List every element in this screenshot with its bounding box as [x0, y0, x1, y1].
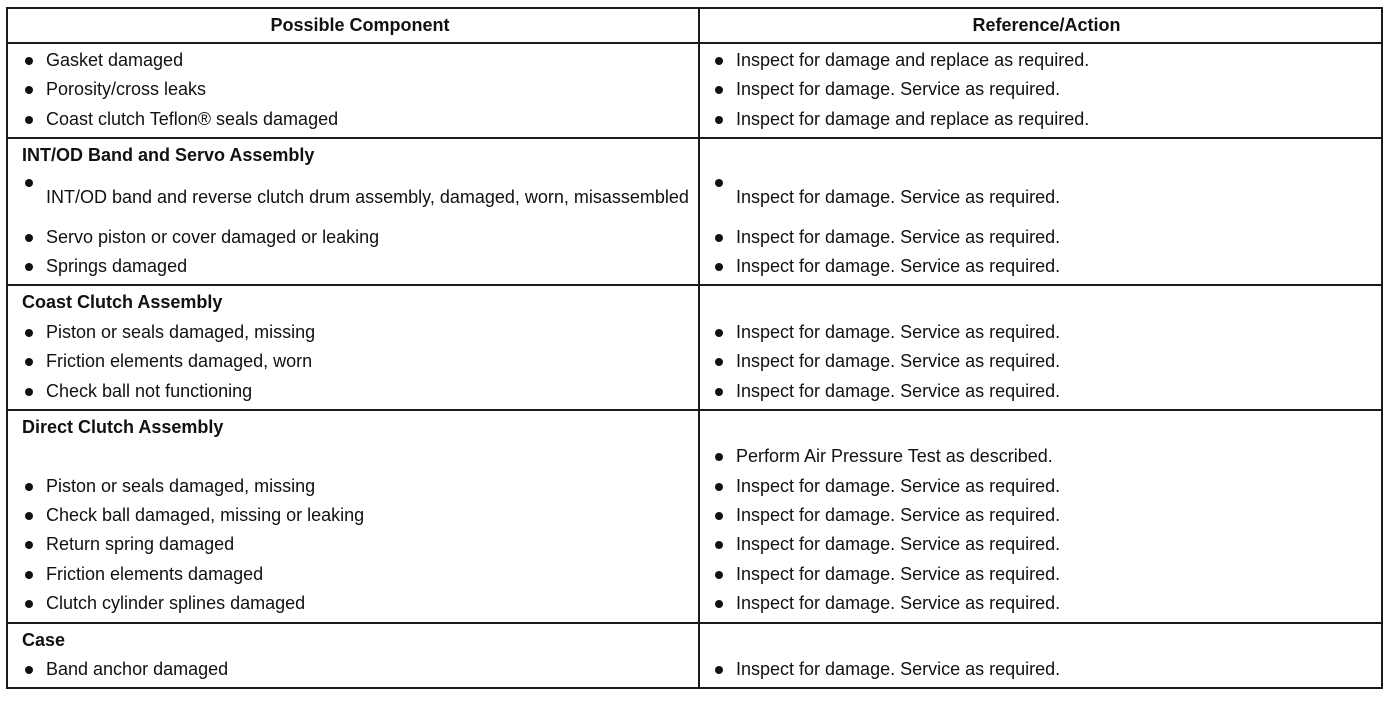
action-item: Inspect for damage. Service as required.	[712, 501, 1381, 530]
action-item: Inspect for damage. Service as required.	[712, 472, 1381, 501]
action-item: Inspect for damage. Service as required.	[712, 377, 1381, 406]
action-item: Inspect for damage. Service as required.	[712, 530, 1381, 559]
spacer	[712, 413, 1381, 442]
component-item: Springs damaged	[22, 252, 698, 281]
component-item: Friction elements damaged, worn	[22, 347, 698, 376]
spacer	[712, 141, 1381, 170]
action-column	[700, 44, 1381, 137]
table-section	[8, 411, 1381, 624]
action-item: Inspect for damage and replace as required.	[712, 46, 1381, 75]
diagnosis-table	[6, 7, 1383, 689]
component-item: Servo piston or cover damaged or leaking	[22, 223, 698, 252]
action-column	[700, 411, 1381, 622]
component-item: Piston or seals damaged, missing	[22, 318, 698, 347]
action-item-text: Inspect for damage. Service as required.	[736, 186, 1061, 207]
section-title: INT/OD Band and Servo Assembly	[22, 145, 315, 166]
component-item: Gasket damaged	[22, 46, 698, 75]
header-possible-component: Possible Component	[8, 9, 700, 42]
component-item: Piston or seals damaged, missing	[22, 472, 698, 501]
section-title: Coast Clutch Assembly	[22, 292, 223, 313]
action-item: Inspect for damage. Service as required.	[712, 560, 1381, 589]
action-item: Inspect for damage. Service as required.	[712, 347, 1381, 376]
component-item: Coast clutch Teflon® seals damaged	[22, 105, 698, 134]
component-item-text: INT/OD band and reverse clutch drum assembly, damaged, worn, misassembled	[46, 186, 689, 207]
component-item: Band anchor damaged	[22, 655, 698, 684]
action-item: Perform Air Pressure Test as described.	[712, 442, 1381, 471]
action-item: Inspect for damage. Service as required.	[712, 318, 1381, 347]
component-item: Check ball not functioning	[22, 377, 698, 406]
action-item: Inspect for damage. Service as required.	[712, 75, 1381, 104]
table-section	[8, 286, 1381, 411]
component-item: Clutch cylinder splines damaged	[22, 589, 698, 618]
component-column	[8, 286, 700, 409]
section-title: Case	[22, 629, 66, 650]
component-item: Friction elements damaged	[22, 560, 698, 589]
component-item: Return spring damaged	[22, 530, 698, 559]
table-section	[8, 624, 1381, 688]
action-item: Inspect for damage. Service as required.	[712, 655, 1381, 684]
action-item: Inspect for damage and replace as required.	[712, 105, 1381, 134]
action-column	[700, 286, 1381, 409]
spacer	[712, 626, 1381, 655]
action-item: Inspect for damage. Service as required.	[712, 252, 1381, 281]
component-item: Check ball damaged, missing or leaking	[22, 501, 698, 530]
action-column	[700, 624, 1381, 688]
component-item: Porosity/cross leaks	[22, 75, 698, 104]
action-column	[700, 139, 1381, 284]
component-column	[8, 411, 700, 622]
component-item	[22, 171, 698, 223]
action-item: Inspect for damage. Service as required.	[712, 223, 1381, 252]
section-title: Direct Clutch Assembly	[22, 416, 224, 437]
action-item	[712, 171, 1381, 223]
component-column	[8, 624, 700, 688]
header-reference-action: Reference/Action	[972, 15, 1121, 35]
table-section	[8, 139, 1381, 286]
action-item: Inspect for damage. Service as required.	[712, 589, 1381, 618]
table-header	[8, 9, 1381, 44]
table-section	[8, 44, 1381, 139]
spacer	[22, 442, 698, 471]
component-column	[8, 44, 700, 137]
component-column	[8, 139, 700, 284]
spacer	[712, 288, 1381, 317]
